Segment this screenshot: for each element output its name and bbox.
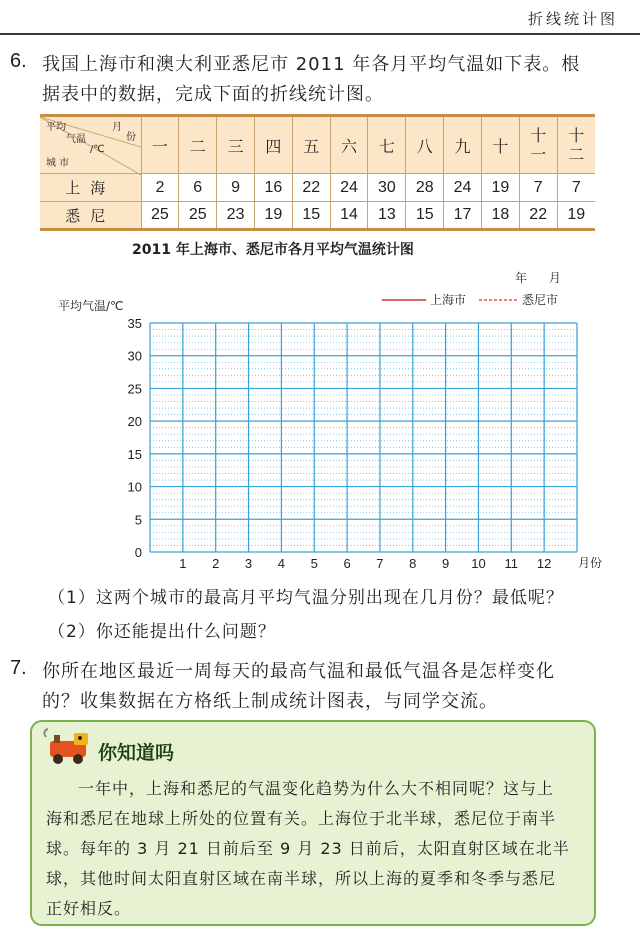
temp-cell: 19 [557,202,595,230]
question-7-line-2: 的？收集数据在方格纸上制成统计图表，与同学交流。 [42,691,498,712]
temp-cell: 14 [330,202,368,230]
y-tick-label: 0 [134,545,142,560]
header-rule [0,33,640,35]
corner-label-temp: 平均 [46,122,66,133]
temp-cell: 25 [141,202,179,230]
month-header: 三 [217,116,255,174]
did-you-know-line-3: 球。每年的 3 月 21 日前后至 9 月 23 日前后，太阳直射区域在北半 [46,839,570,858]
x-tick-label: 9 [441,556,450,571]
chart-title: 2011 年上海市、悉尼市各月平均气温统计图 [132,242,414,258]
page-header-title: 折线统计图 [527,10,618,28]
did-you-know-title: 你知道吗 [98,742,175,764]
y-tick-label: 15 [127,446,142,462]
temp-cell: 23 [217,202,255,230]
y-tick-label: 5 [134,512,142,528]
question-6-number: 6. [10,50,27,72]
x-tick-label: 6 [343,556,351,571]
table-corner-cell [40,116,141,174]
table-row-shanghai [40,174,595,202]
city-name: 悉尼 [40,202,141,230]
temp-cell: 7 [557,174,595,202]
question-6-sub-1: （1）这两个城市的最高月平均气温分别出现在几月份？最低呢？ [48,588,564,608]
month-header: 七 [368,116,406,174]
y-tick-label: 30 [127,348,142,364]
x-tick-label: 12 [536,556,552,571]
question-6-line-2: 据表中的数据，完成下面的折线统计图。 [42,84,384,105]
y-tick-label: 35 [127,316,142,331]
x-tick-label: 10 [471,556,486,571]
month-header: 四 [254,116,292,174]
temp-cell: 22 [292,174,330,202]
month-header [519,116,557,174]
month-header: 十 [481,116,519,174]
temp-cell: 19 [254,202,292,230]
month-header-12-top: 十 [568,126,585,145]
month-header: 九 [444,116,482,174]
month-header-12-bottom: 二 [568,145,585,164]
corner-label-qiwen: 气温 [66,134,86,145]
month-header: 八 [406,116,444,174]
temp-cell: 7 [519,174,557,202]
x-axis-label: 月份 [578,556,603,570]
month-header: 六 [330,116,368,174]
temp-cell: 28 [406,174,444,202]
question-6-sub-2: （2）你还能提出什么问题？ [48,622,276,642]
temp-cell: 13 [368,202,406,230]
y-tick-label: 20 [127,414,142,430]
y-tick-label: 25 [127,381,142,397]
corner-label-city: 城 市 [46,158,70,169]
train-icon [40,727,98,767]
line-chart [0,300,640,590]
month-header: 一 [141,116,179,174]
x-tick-label: 4 [277,556,286,571]
temp-cell: 25 [179,202,217,230]
temp-cell: 15 [406,202,444,230]
x-tick-label: 2 [212,556,220,571]
temp-cell: 19 [481,174,519,202]
temp-cell: 17 [444,202,482,230]
table-row-sydney [40,202,595,230]
temp-cell: 6 [179,174,217,202]
x-tick-label: 8 [409,556,417,571]
x-tick-label: 11 [504,556,519,571]
month-header-11-top: 十 [530,126,547,145]
y-tick-label: 10 [127,479,142,495]
legend-label-shanghai: 上海市 [430,293,467,307]
did-you-know-line-4: 球，其他时间太阳直射区域在南半球，所以上海的夏季和冬季与悉尼 [46,869,557,888]
temp-cell: 9 [217,174,255,202]
x-tick-label: 5 [310,556,318,571]
legend-label-sydney: 悉尼市 [522,293,559,307]
temp-cell: 2 [141,174,179,202]
corner-label-unit: /℃ [90,144,105,155]
x-tick-label: 3 [244,556,253,571]
temp-cell: 18 [481,202,519,230]
did-you-know-line-5: 正好相反。 [46,899,132,918]
year-month-label: 年 月 [515,271,561,285]
did-you-know-line-2: 海和悉尼在地球上所处的位置有关。上海位于北半球，悉尼位于南半 [46,809,557,828]
x-tick-label: 1 [179,556,187,571]
x-tick-label: 7 [376,556,384,571]
temp-cell: 22 [519,202,557,230]
month-header-11-bottom: 一 [530,145,547,164]
temp-cell: 16 [254,174,292,202]
corner-label-fen: 份 [126,132,136,143]
question-6-line-1: 我国上海市和澳大利亚悉尼市 2011 年各月平均气温如下表。根 [42,54,581,75]
city-name: 上海 [40,174,141,202]
table-header-row [40,116,595,174]
temp-cell: 24 [330,174,368,202]
temp-cell: 24 [444,174,482,202]
month-header: 二 [179,116,217,174]
temp-cell: 30 [368,174,406,202]
question-7-line-1: 你所在地区最近一周每天的最高气温和最低气温各是怎样变化 [42,661,555,682]
month-header [557,116,595,174]
temperature-table [40,114,595,231]
corner-label-month: 月 [112,122,122,133]
temp-cell: 15 [292,202,330,230]
month-header: 五 [292,116,330,174]
y-axis-label: 平均气温/℃ [58,299,124,313]
question-7-number: 7. [10,657,27,679]
did-you-know-line-1: 一年中，上海和悉尼的气温变化趋势为什么大不相同呢？这与上 [78,779,555,798]
